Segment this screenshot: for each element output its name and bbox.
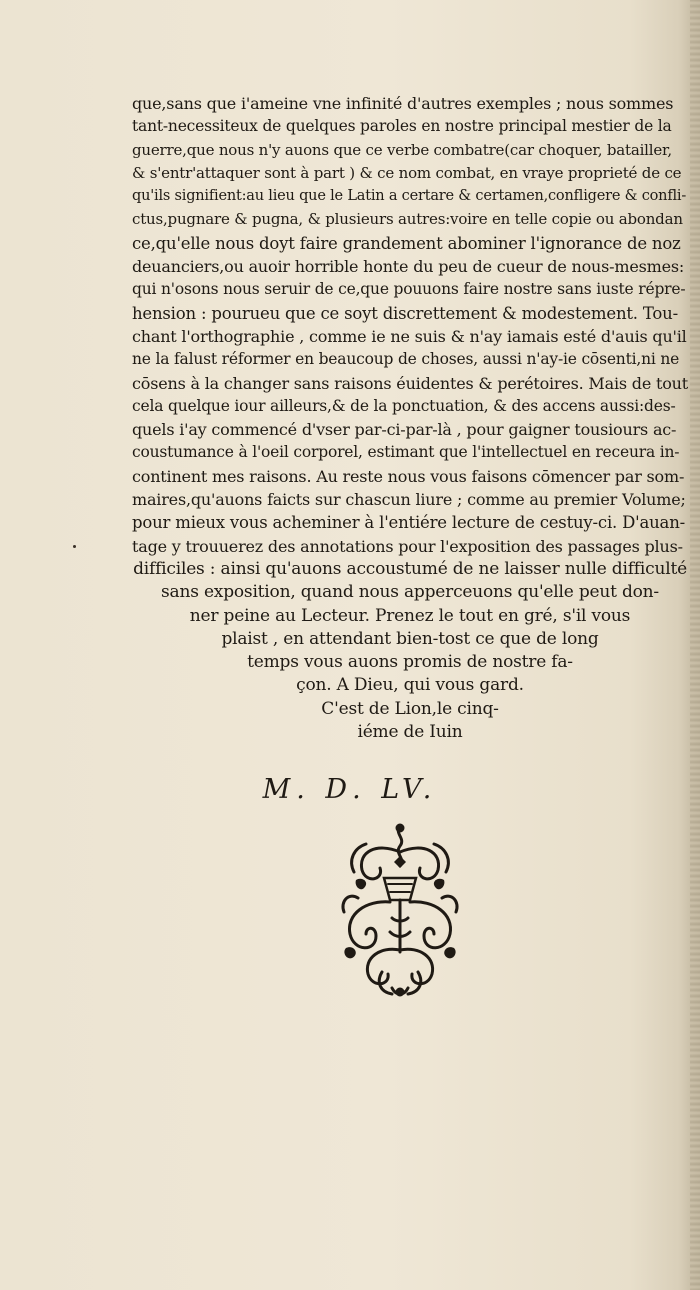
text-line: hension : pourueu que ce soyt discrettement & modestement. Tou- — [132, 303, 678, 323]
body-text — [132, 92, 688, 744]
text-line: que,sans que i'ameine vne infinité d'autres exemples ; nous sommes — [132, 94, 674, 113]
taper-line: C'est de Lion,le cinq- — [321, 698, 499, 719]
taper-line: iéme de Iuin — [357, 722, 463, 743]
taper-line: sans exposition, quand nous apperceuons qu'elle peut don- — [161, 582, 659, 603]
text-line: deuanciers,ou auoir horrible honte du peu de cueur de nous-mesmes: — [132, 257, 685, 277]
text-line: & s'entr'attaquer sont à part ) & ce nom combat, en vraye proprieté de ce — [132, 163, 682, 182]
text-line: quels i'ay commencé d'vser par-ci-par-là , pour gaigner tousiours ac- — [132, 420, 677, 440]
text-line: coustumance à l'oeil corporel, estimant que l'intellectuel en receura in- — [132, 443, 680, 462]
taper-line: temps vous auons promis de nostre fa- — [247, 652, 573, 673]
fleuron-ornament-icon — [336, 822, 464, 998]
text-line: maires,qu'auons faicts sur chascun liure ; comme au premier Volume; — [132, 490, 686, 510]
text-line: ne la falust réformer en beaucoup de choses, aussi n'ay-ie cōsenti,ni ne — [132, 350, 680, 369]
text-line: qu'ils signifient:au lieu que le Latin a certare & certamen,confligere & confli- — [132, 188, 687, 205]
ink-speck — [73, 545, 76, 548]
text-line: cōsens à la changer sans raisons éuidentes & perétoires. Mais de tout — [132, 373, 688, 393]
text-line: ctus,pugnare & pugna, & plusieurs autres:voire en telle copie ou abondan — [132, 210, 683, 229]
text-line: ce,qu'elle nous doyt faire grandement abominer l'ignorance de noz — [132, 233, 681, 253]
text-line: cela quelque iour ailleurs,& de la ponctuation, & des accens aussi:des- — [132, 396, 676, 415]
imprint-date: M. D. LV. — [262, 774, 438, 805]
page-edge — [690, 0, 700, 1290]
taper-line: ner peine au Lecteur. Prenez le tout en gré, s'il vous — [189, 605, 631, 626]
text-line: qui n'osons nous seruir de ce,que pouuons faire nostre sans iuste répre- — [132, 280, 686, 299]
taper-line: çon. A Dieu, qui vous gard. — [296, 675, 524, 696]
text-line: pour mieux vous acheminer à l'entiére lecture de cestuy-ci. D'auan- — [132, 513, 685, 533]
text-line: tant-necessiteux de quelques paroles en nostre principal mestier de la — [132, 117, 672, 136]
text-line: guerre,que nous n'y auons que ce verbe combatre(car choquer, batailler, — [132, 140, 672, 159]
text-line: chant l'orthographie , comme ie ne suis & n'ay iamais esté d'auis qu'il — [132, 326, 687, 346]
taper-line: plaist , en attendant bien-tost ce que de long — [221, 628, 599, 649]
taper-line: difficiles : ainsi qu'auons accoustumé de ne laisser nulle difficulté — [133, 558, 687, 579]
text-line: continent mes raisons. Au reste nous vous faisons cōmencer par som- — [132, 466, 685, 486]
text-line: tage y trouuerez des annotations pour l'exposition des passages plus- — [132, 536, 683, 556]
